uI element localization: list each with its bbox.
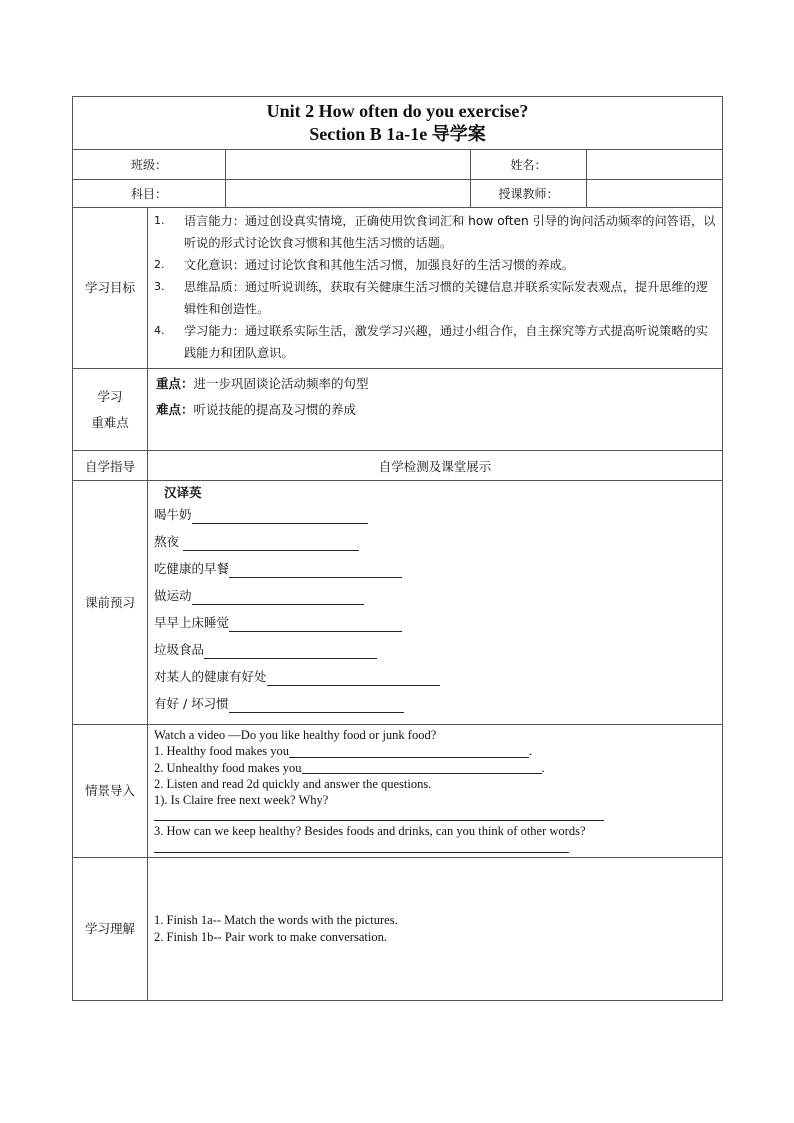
preview-item-text: 垃圾食品 [154, 642, 205, 657]
scene-line: 1). Is Claire free next week? Why? [154, 793, 329, 808]
teacher-field[interactable] [587, 180, 723, 208]
goal-item [154, 254, 718, 276]
goal-number: 3. [154, 280, 165, 293]
preview-item [154, 636, 716, 663]
key-point-row [156, 371, 714, 397]
key-points-label [73, 369, 148, 451]
answer-blank[interactable] [192, 507, 368, 524]
goal-item [154, 276, 718, 320]
guide-text: 自学检测及课堂展示 [148, 451, 723, 481]
answer-blank[interactable] [204, 642, 377, 659]
preview-item-text: 早早上床睡觉 [154, 615, 230, 630]
answer-blank[interactable] [154, 808, 604, 821]
answer-blank[interactable] [154, 840, 569, 853]
difficult-point-row [156, 397, 714, 423]
scene-cell [148, 725, 723, 858]
goal-number: 4. [154, 324, 165, 337]
preview-cell [148, 481, 723, 725]
preview-item-text: 有好 / 坏习惯 [154, 696, 229, 711]
preview-item [154, 582, 716, 609]
teacher-label: 授课教师： [471, 180, 587, 208]
subject-field[interactable] [226, 180, 471, 208]
answer-blank[interactable] [289, 745, 529, 758]
class-label: 班级： [73, 150, 226, 180]
preview-item [154, 555, 716, 582]
answer-blank[interactable] [183, 534, 359, 551]
difficult-point-label: 难点： [156, 402, 194, 417]
goal-text: 思维品质：通过听说训练，获取有关健康生活习惯的关键信息并联系实际发表观点，提升思维的逻辑性和创造性。 [184, 280, 709, 316]
scene-line-text: 2. Unhealthy food makes you [154, 760, 302, 775]
key-points-label-line-2: 重难点 [91, 414, 129, 430]
title-line-1: Unit 2 How often do you exercise? [266, 101, 529, 121]
guide-label: 自学指导 [73, 451, 148, 481]
scene-line-end: . [529, 744, 533, 759]
preview-label: 课前预习 [73, 481, 148, 725]
scene-answer-line [154, 808, 716, 823]
answer-blank[interactable] [302, 761, 542, 774]
scene-line: 3. How can we keep healthy? Besides foods and drinks, can you think of other words? [154, 824, 586, 839]
scene-line [154, 743, 716, 759]
preview-item [154, 528, 716, 555]
scene-answer-line [154, 840, 716, 855]
worksheet [72, 96, 722, 1001]
goal-text: 学习能力：通过联系实际生活，激发学习兴趣，通过小组合作，自主探究等方式提高听说策略的实践能力和团队意识。 [184, 324, 709, 360]
preview-item-text: 喝牛奶 [154, 507, 192, 522]
answer-blank[interactable] [267, 669, 440, 686]
key-points-cell [148, 369, 723, 451]
answer-blank[interactable] [229, 615, 402, 632]
preview-item-text: 吃健康的早餐 [154, 561, 230, 576]
goals-list [148, 208, 722, 368]
key-point-label: 重点： [156, 376, 194, 391]
understand-label: 学习理解 [73, 857, 148, 1000]
key-point-text: 进一步巩固谈论活动频率的句型 [193, 376, 369, 391]
goals-cell [148, 208, 723, 369]
understand-cell [148, 857, 723, 1000]
name-label: 姓名： [471, 150, 587, 180]
difficult-point-text: 听说技能的提高及习惯的养成 [193, 402, 357, 417]
preview-item-text: 对某人的健康有好处 [154, 669, 267, 684]
scene-line-text: 1. Healthy food makes you [154, 744, 290, 759]
preview-item-text: 做运动 [154, 588, 192, 603]
preview-item [154, 663, 716, 690]
goals-label: 学习目标 [73, 208, 148, 369]
goal-number: 2. [154, 258, 165, 271]
preview-item-text: 熬夜 [154, 534, 183, 549]
preview-item [154, 609, 716, 636]
goal-item [154, 320, 718, 364]
name-field[interactable] [587, 150, 723, 180]
preview-item [154, 690, 716, 717]
key-points-label-line-1: 学习 [97, 388, 123, 404]
scene-line-end: . [541, 760, 545, 775]
title-cell [73, 97, 723, 150]
goal-text: 语言能力：通过创设真实情境，正确使用饮食词汇和 how often 引导的询问活动频率的问答语，以听说的形式讨论饮食习惯和其他生活习惯的话题。 [184, 214, 716, 250]
subject-label: 科目： [73, 180, 226, 208]
answer-blank[interactable] [229, 696, 404, 713]
answer-blank[interactable] [229, 561, 402, 578]
understand-line: 2. Finish 1b-- Pair work to make conversation. [154, 929, 387, 944]
preview-heading: 汉译英 [164, 485, 202, 500]
title-line-2: Section B 1a-1e 导学案 [309, 124, 486, 144]
understand-line: 1. Finish 1a-- Match the words with the pictures. [154, 913, 398, 928]
answer-blank[interactable] [192, 588, 364, 605]
class-field[interactable] [226, 150, 471, 180]
preview-item [154, 501, 716, 528]
scene-line: Watch a video —Do you like healthy food or junk food? [154, 728, 437, 742]
scene-line [154, 760, 716, 776]
goal-item [154, 210, 718, 254]
goal-text: 文化意识：通过讨论饮食和其他生活习惯，加强良好的生活习惯的养成。 [184, 258, 574, 272]
worksheet-table [72, 96, 723, 1001]
scene-label: 情景导入 [73, 725, 148, 858]
scene-line: 2. Listen and read 2d quickly and answer the questions. [154, 776, 432, 791]
goal-number: 1. [154, 214, 165, 227]
